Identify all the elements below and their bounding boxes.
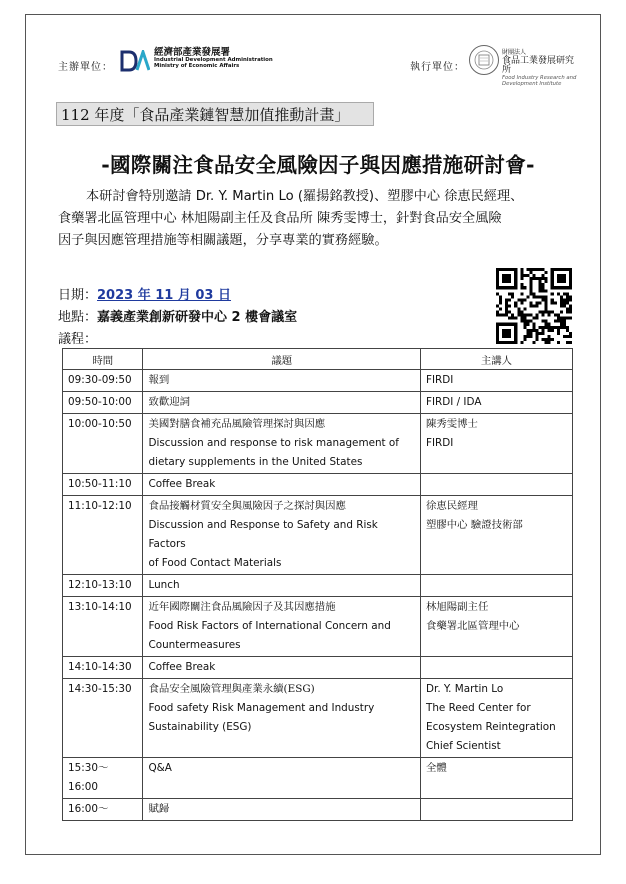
qr-code-icon[interactable] — [496, 268, 572, 344]
agenda-speaker — [421, 597, 573, 657]
exec-org-en: Food Industry Research and Development Institute — [502, 75, 577, 88]
agenda-topic-line: 賦歸 — [148, 803, 170, 815]
agenda-time: 10:50-11:10 — [63, 474, 143, 496]
date-value[interactable]: 2023 年 11 月 03 日 — [97, 288, 232, 303]
agenda-speaker-line — [426, 576, 567, 595]
exec-org-prefix: 財團法人 — [502, 49, 527, 56]
agenda-topic-line: Coffee Break — [148, 478, 216, 490]
agenda-topic-line: Lunch — [148, 579, 180, 591]
plan-title: 112 年度「食品產業鏈智慧加值推動計畫」 — [56, 102, 374, 126]
agenda-row — [63, 392, 573, 414]
agenda-topic-line: dietary supplements in the United States — [148, 456, 363, 468]
agenda-speaker-line: 塑膠中心 驗證技術部 — [426, 519, 523, 531]
agenda-speaker-line: Dr. Y. Martin Lo — [426, 683, 504, 695]
agenda-speaker-line: FIRDI — [426, 437, 454, 449]
agenda-speaker — [421, 370, 573, 392]
agenda-topic-line: 致歡迎詞 — [148, 396, 191, 408]
agenda-speaker — [421, 496, 573, 575]
exec-org — [502, 50, 578, 88]
agenda-speaker-line: The Reed Center for — [426, 702, 531, 714]
agenda-row — [63, 414, 573, 474]
agenda-topic-line: Countermeasures — [148, 639, 241, 651]
agenda-topic — [143, 758, 421, 799]
agenda-speaker-line: 林旭陽副主任 — [426, 601, 489, 613]
agenda-header-row — [63, 349, 573, 370]
agenda-speaker — [421, 474, 573, 496]
agenda-speaker — [421, 414, 573, 474]
intro-line-2: 食藥署北區管理中心 林旭陽副主任及食品所 陳秀雯博士，針對食品安全風險 — [58, 211, 502, 226]
intro-line-1: 本研討會特別邀請 Dr. Y. Martin Lo (羅揚銘教授)、塑膠中心 徐恵民經理、 — [86, 189, 524, 204]
agenda-label: 議程： — [58, 332, 98, 347]
agenda-speaker-line — [426, 475, 567, 494]
location-value: 嘉義產業創新研發中心 2 樓會議室 — [97, 310, 298, 325]
host-label: 主辦單位： — [58, 62, 113, 73]
agenda-topic-line: Coffee Break — [148, 661, 216, 673]
agenda-row — [63, 474, 573, 496]
agenda-speaker-line: 徐恵民經理 — [426, 500, 478, 512]
agenda-row — [63, 679, 573, 758]
agenda-row — [63, 597, 573, 657]
header-speaker: 主講人 — [421, 349, 573, 370]
host-org-en-2: Ministry of Economic Affairs — [154, 62, 240, 69]
agenda-time: 09:50-10:00 — [63, 392, 143, 414]
agenda-time: 15:30～16:00 — [63, 758, 143, 799]
agenda-topic — [143, 799, 421, 821]
agenda-topic — [143, 496, 421, 575]
agenda-speaker — [421, 575, 573, 597]
agenda-topic — [143, 414, 421, 474]
agenda-topic-line: 報到 — [148, 374, 170, 386]
agenda-time: 16:00～ — [63, 799, 143, 821]
agenda-speaker — [421, 679, 573, 758]
header-time: 時間 — [63, 349, 143, 370]
agenda-topic — [143, 575, 421, 597]
host-org-en-1: Industrial Development Administration — [154, 56, 273, 63]
location-label: 地點： — [58, 310, 98, 325]
agenda-topic — [143, 657, 421, 679]
agenda-row — [63, 370, 573, 392]
agenda-topic — [143, 474, 421, 496]
agenda-topic-line: Discussion and Response to Safety and Risk Factors — [148, 519, 378, 550]
agenda-topic-line: Q&A — [148, 762, 172, 774]
main-title: -國際關注食品安全風險因子與因應措施研討會- — [101, 153, 535, 177]
agenda-time: 10:00-10:50 — [63, 414, 143, 474]
agenda-time: 13:10-14:10 — [63, 597, 143, 657]
agenda-time: 09:30-09:50 — [63, 370, 143, 392]
agenda-speaker-line: Ecosystem Reintegration — [426, 721, 556, 733]
agenda-topic-line: Sustainability (ESG) — [148, 721, 252, 733]
agenda-row — [63, 758, 573, 799]
agenda-topic — [143, 392, 421, 414]
date-row — [58, 284, 231, 303]
agenda-time: 12:10-13:10 — [63, 575, 143, 597]
page-header — [58, 44, 578, 88]
agenda-row — [63, 657, 573, 679]
agenda-topic-line: 近年國際關注食品風險因子及其因應措施 — [148, 601, 336, 613]
agenda-topic-line: 食品接觸材質安全與風險因子之探討與因應 — [148, 500, 346, 512]
agenda-row — [63, 496, 573, 575]
firdi-seal-icon — [468, 44, 500, 76]
intro-paragraph — [58, 186, 578, 252]
agenda-topic — [143, 679, 421, 758]
ida-logo-icon — [120, 50, 150, 72]
agenda-speaker-line: FIRDI — [426, 374, 454, 386]
agenda-speaker-line: Chief Scientist — [426, 740, 501, 752]
agenda-table — [62, 348, 573, 821]
agenda-row — [63, 575, 573, 597]
agenda-time: 14:10-14:30 — [63, 657, 143, 679]
agenda-speaker-line — [426, 658, 567, 677]
agenda-speaker — [421, 758, 573, 799]
agenda-speaker-line: 陳秀雯博士 — [426, 418, 478, 430]
agenda-speaker-line: FIRDI / IDA — [426, 396, 482, 408]
agenda-speaker-line: 全體 — [426, 762, 447, 774]
agenda-speaker — [421, 392, 573, 414]
agenda-topic-line: 食品安全風險管理與產業永續(ESG) — [148, 683, 315, 695]
agenda-topic-line: Food Risk Factors of International Concern and — [148, 620, 391, 632]
header-topic: 議題 — [143, 349, 421, 370]
agenda-speaker — [421, 799, 573, 821]
exec-label: 執行單位： — [410, 62, 465, 73]
agenda-topic — [143, 597, 421, 657]
agenda-topic — [143, 370, 421, 392]
agenda-row — [63, 799, 573, 821]
date-label: 日期： — [58, 288, 98, 303]
agenda-speaker-line — [426, 800, 567, 819]
agenda-time: 11:10-12:10 — [63, 496, 143, 575]
host-org-zh: 經濟部產業發展署 — [154, 47, 231, 58]
exec-org-zh: 食品工業發展研究所 — [502, 55, 575, 76]
agenda-speaker-line: 食藥署北區管理中心 — [426, 620, 520, 632]
agenda-speaker — [421, 657, 573, 679]
location-row — [58, 306, 297, 325]
agenda-time: 14:30-15:30 — [63, 679, 143, 758]
agenda-topic-line: Food safety Risk Management and Industry — [148, 702, 375, 714]
agenda-topic-line: 美國對膳食補充品風險管理探討與因應 — [148, 418, 326, 430]
agenda-topic-line: Discussion and response to risk management of — [148, 437, 399, 449]
intro-line-3: 因子與因應管理措施等相關議題，分享專業的實務經驗。 — [58, 233, 388, 248]
host-org — [154, 48, 273, 69]
agenda-topic-line: of Food Contact Materials — [148, 557, 282, 569]
